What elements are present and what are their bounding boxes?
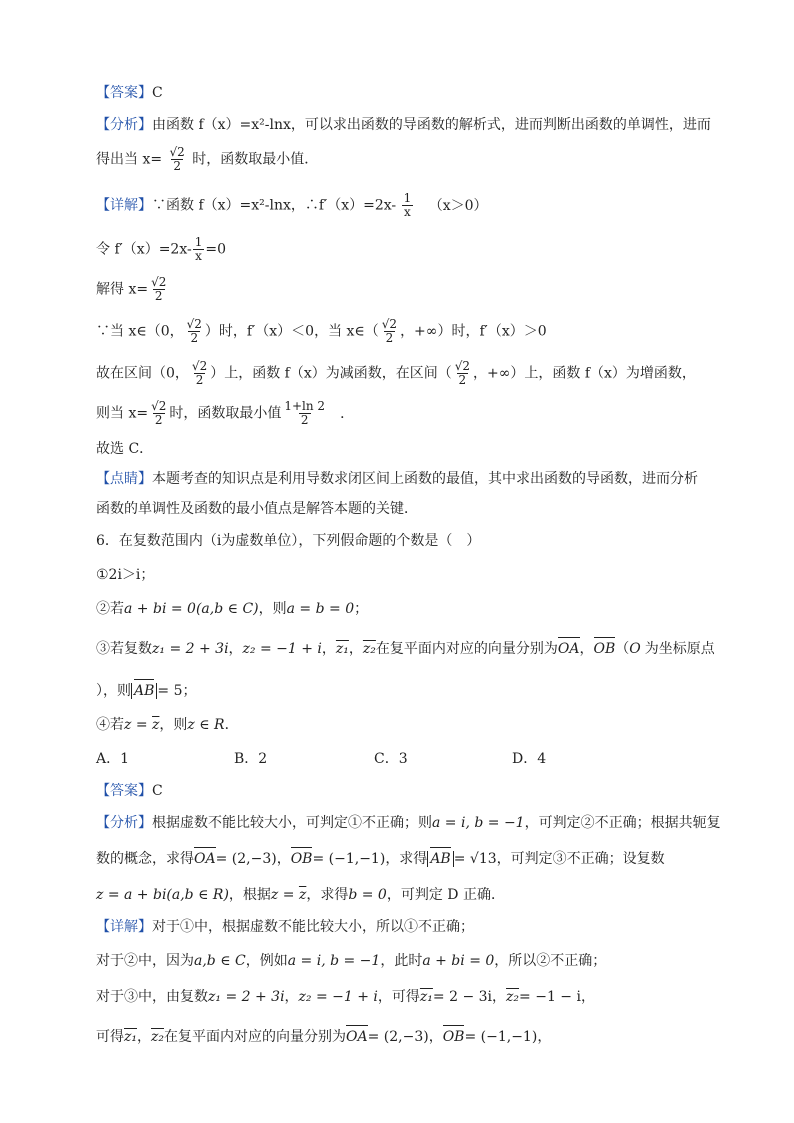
text: ， <box>428 1029 443 1045</box>
analysis-line-1 <box>96 116 711 134</box>
denominator: x <box>195 249 202 263</box>
vector: OA <box>346 1029 368 1045</box>
text: 时，函数取最小值 <box>169 405 282 422</box>
fraction <box>193 236 205 263</box>
q6-detail-1 <box>96 918 474 936</box>
math: = (2,−3)， <box>215 851 291 867</box>
vector: OA <box>194 851 216 867</box>
denominator: 2 <box>195 373 204 387</box>
text: 则当 x= <box>96 405 149 422</box>
math: z = <box>270 887 299 903</box>
detail-line-4 <box>96 318 547 345</box>
denominator: 2 <box>190 331 199 345</box>
abs <box>131 683 157 699</box>
text: ，求得 <box>385 851 428 867</box>
math: = (2,−3) <box>367 1029 429 1045</box>
detail-tag: 【详解】 <box>96 197 152 214</box>
text: 数的概念，求得 <box>96 851 194 867</box>
detail-tag: 【详解】 <box>96 919 152 935</box>
point-line-2 <box>96 500 418 518</box>
math: a = b = 0 <box>286 601 355 617</box>
math: b = 0 <box>348 887 387 903</box>
text: 对于①中，根据虚数不能比较大小，所以①不正确； <box>152 919 474 935</box>
fraction <box>380 318 399 345</box>
point-tag: 【点睛】 <box>96 471 152 487</box>
text: ，则 <box>258 601 287 617</box>
text: ， <box>348 641 363 657</box>
fraction <box>185 318 204 345</box>
text: ）时，f′（x）＜0，当 x∈（ <box>204 323 379 340</box>
text: （x＞0） <box>428 197 488 214</box>
option-a: A．1 <box>96 751 130 767</box>
math: a = i, b = −1 <box>432 815 525 831</box>
detail-line-1 <box>96 192 488 219</box>
answer-tag: 【答案】 <box>96 85 152 101</box>
option-c: C．3 <box>374 751 408 767</box>
q6-item3 <box>96 640 715 658</box>
math: a,b ∈ C <box>194 953 246 969</box>
text: 故在区间（0， <box>96 365 189 382</box>
math: a + bi = 0(a,b ∈ C) <box>124 601 259 617</box>
detail-line-2 <box>96 236 226 263</box>
numerator: √2 <box>381 317 398 331</box>
math: z₂ <box>362 641 376 657</box>
text: ，求得 <box>306 887 349 903</box>
math: = (−1,−1) <box>312 851 386 867</box>
vector: OB <box>442 1029 465 1045</box>
text: ②若 <box>96 601 124 617</box>
math: z₂ <box>506 989 520 1005</box>
text: ，可判定 D 正确． <box>386 887 505 903</box>
numerator: √2 <box>169 145 185 159</box>
analysis-line-2 <box>96 146 318 173</box>
math: z = a + bi(a,b ∈ R) <box>96 887 229 903</box>
text: 6．在复数范围内（i为虚数单位），下列假命题的个数是（ ） <box>96 533 481 549</box>
text: 在复平面内对应的向量分别为 <box>375 641 558 657</box>
q6-item3-cont <box>96 682 197 700</box>
text: 故选 C． <box>96 441 154 457</box>
math: z₁ = 2 + 3i <box>152 641 229 657</box>
q6-item1 <box>96 566 154 584</box>
math: $\overline{z}$ <box>152 717 160 733</box>
text: ），则 <box>96 683 131 699</box>
text: 时，函数取最小值． <box>192 151 319 168</box>
math: z₁ <box>419 989 433 1005</box>
text: ，可得 <box>377 989 420 1005</box>
q6-detail-4 <box>96 1028 551 1046</box>
q6-analysis-1 <box>96 814 721 832</box>
text: 得出当 x= <box>96 151 163 168</box>
detail-line-5 <box>96 360 696 387</box>
vector: OB <box>593 641 616 657</box>
denominator: 2 <box>300 413 309 427</box>
q6-analysis-3 <box>96 886 505 904</box>
denominator: x <box>404 205 411 219</box>
text: ， <box>579 641 594 657</box>
text: ，可判定②不正确；根据共轭复 <box>524 815 721 831</box>
math: z₂ = −1 + i <box>242 641 322 657</box>
text: ，所以②不正确； <box>494 953 607 969</box>
text: ， <box>492 989 507 1005</box>
math: z₂ = −1 + i <box>298 989 378 1005</box>
answer-value: C <box>152 85 163 101</box>
text: ∵函数 f（x）=x²-lnx，∴f′（x）=2x- <box>152 197 397 214</box>
detail-line-6 <box>96 400 354 427</box>
text: ，根据 <box>228 887 271 903</box>
denominator: 2 <box>385 331 394 345</box>
text: ③若复数 <box>96 641 152 657</box>
math: a + bi = 0 <box>422 953 495 969</box>
numerator: √2 <box>454 359 471 373</box>
numerator: √2 <box>191 359 208 373</box>
option-d: D．4 <box>512 751 547 767</box>
q6-answer <box>96 782 163 800</box>
math: $\overline{z}$ <box>298 887 307 903</box>
text: ，则 <box>159 717 188 733</box>
q6-detail-2 <box>96 952 606 970</box>
numerator: 1 <box>403 191 412 205</box>
text: 在复平面内对应的向量分别为 <box>164 1029 346 1045</box>
answer-tag: 【答案】 <box>96 783 152 799</box>
q6-stem <box>96 532 480 550</box>
text: （ <box>615 641 630 657</box>
text: 对于③中，由复数 <box>96 989 208 1005</box>
fraction <box>149 400 168 427</box>
text: ， <box>580 989 595 1005</box>
fraction <box>168 146 187 173</box>
denominator: 2 <box>458 373 467 387</box>
text: ， <box>137 1029 151 1045</box>
analysis-tag: 【分析】 <box>96 815 152 831</box>
numerator: √2 <box>186 317 202 331</box>
text: ，可判定③不正确；设复数 <box>496 851 665 867</box>
numerator: √2 <box>151 275 167 289</box>
text: ． <box>340 405 355 422</box>
math: z₁ <box>335 641 349 657</box>
text: 解得 x= <box>96 281 149 298</box>
math: = −1 − i <box>519 989 581 1005</box>
text: ， <box>228 641 243 657</box>
text: ④若 <box>96 717 124 733</box>
text: 为坐标原点 <box>644 641 715 657</box>
text: ①2i＞i； <box>96 567 155 583</box>
vector: OA <box>557 641 580 657</box>
text: ）上，函数 f（x）为减函数，在区间（ <box>210 365 452 382</box>
text: 对于②中，因为 <box>96 953 194 969</box>
fraction <box>402 192 414 219</box>
math: a = i, b = −1 <box>287 953 381 969</box>
text: ． <box>224 717 239 733</box>
detail-line-7 <box>96 440 153 458</box>
text: ， <box>537 1029 552 1045</box>
text: ，+∞）时，f′（x）＞0 <box>400 323 547 340</box>
fraction <box>149 276 168 303</box>
q6-detail-3 <box>96 988 595 1006</box>
math: z₁ = 2 + 3i <box>208 989 285 1005</box>
text: ，+∞）上，函数 f（x）为增函数， <box>473 365 696 382</box>
text: ； <box>354 601 369 617</box>
math: z₁ <box>124 1029 137 1045</box>
text: 根据虚数不能比较大小，可判定①不正确；则 <box>152 815 432 831</box>
text: ， <box>321 641 336 657</box>
vector: AB <box>134 683 155 699</box>
denominator: 2 <box>173 159 181 173</box>
math: z = <box>124 717 153 733</box>
math: z ∈ R <box>187 717 225 733</box>
q6-item4 <box>96 716 239 734</box>
answer-line-1 <box>96 84 163 102</box>
text: ，例如 <box>245 953 288 969</box>
numerator: √2 <box>151 399 167 413</box>
vector: OB <box>290 851 313 867</box>
vector: AB <box>430 851 451 867</box>
text: ； <box>182 683 197 699</box>
text: ， <box>284 989 299 1005</box>
text: 令 f′（x）=2x- <box>96 241 192 258</box>
text: 本题考查的知识点是利用导数求闭区间上函数的最值，其中求出函数的导函数，进而分析 <box>152 471 698 487</box>
math: = 5 <box>157 683 183 699</box>
fraction <box>453 360 472 387</box>
denominator: 2 <box>154 413 163 427</box>
q6-analysis-2 <box>96 850 665 868</box>
math: = (−1,−1) <box>464 1029 538 1045</box>
math: = √13 <box>453 851 497 867</box>
numerator: 1 <box>194 235 203 249</box>
fraction <box>190 360 209 387</box>
analysis-tag: 【分析】 <box>96 117 152 133</box>
denominator: 2 <box>154 289 163 303</box>
abs <box>427 851 453 867</box>
point-line-1 <box>96 470 698 488</box>
analysis-text: 由函数 f（x）=x²-lnx，可以求出函数的导函数的解析式，进而判断出函数的单调性，进而 <box>152 117 711 133</box>
q6-item2 <box>96 600 368 618</box>
answer-value: C <box>152 783 163 799</box>
fraction <box>282 400 327 427</box>
text: ∵当 x∈（0， <box>96 323 184 340</box>
text: ，此时 <box>380 953 423 969</box>
option-b: B．2 <box>234 751 268 767</box>
math: = 2 − 3i <box>432 989 493 1005</box>
text: =0 <box>205 241 227 258</box>
detail-line-3 <box>96 276 169 303</box>
q6-options <box>96 750 546 768</box>
numerator: 1+ln 2 <box>284 399 326 413</box>
math: O <box>629 641 641 657</box>
text: 可得 <box>96 1029 124 1045</box>
text: 函数的单调性及函数的最小值点是解答本题的关键． <box>96 501 418 517</box>
math: z₂ <box>151 1029 164 1045</box>
